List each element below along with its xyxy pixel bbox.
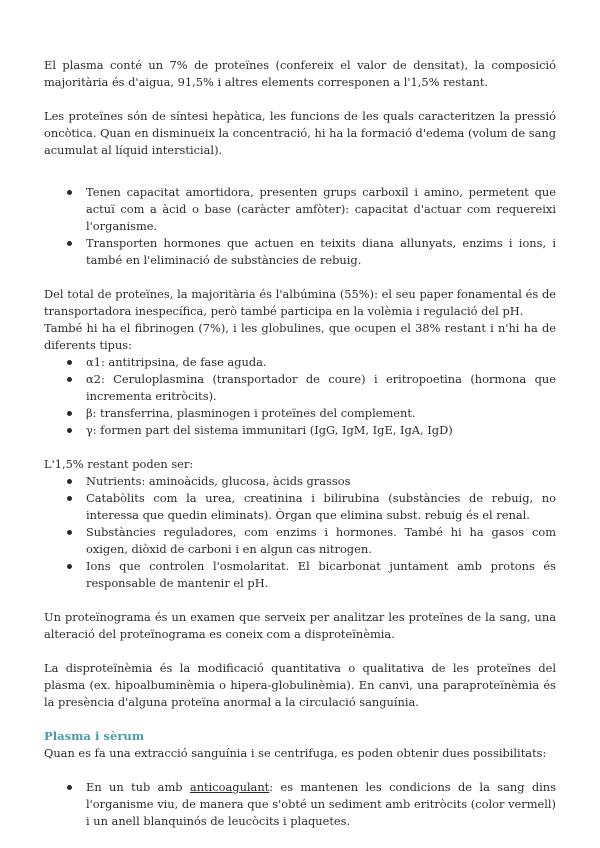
paragraph-remaining: L'1,5% restant poden ser: [44,457,194,471]
list-item: γ: formen part del sistema immunitari (IgG, IgM, IgE, IgA, IgD) [86,422,556,439]
list-item: β: transferrina, plasminogen i proteïnes del complement. [86,405,556,422]
paragraph-proteinogram: Un proteïnograma és un examen que serveix per analitzar les proteïnes de la sang, una alteració del proteïnograma es coneix com a disproteïnèmia. [44,610,556,641]
list-item [86,779,556,830]
list-item: Substàncies reguladores, com enzims i hormones. També hi ha gasos com oxigen, diòxid de carboni i en algun cas nitrogen. [86,525,556,556]
list-protein-functions [44,184,556,269]
list-globulin-types [44,354,556,439]
paragraph-dysproteinemia: La disproteïnèmia és la modificació quantitativa o qualitativa de les proteïnes del plasma (ex. hipoalbuminèmia o hipera-globulinèmia). En canvi, una paraproteïnèmia és la presència d'alguna proteïna anormal a la circulació sanguínia. [44,661,556,709]
paragraph-protein-synthesis: Les proteïnes són de síntesi hepàtica, les funcions de les quals caracteritzen la pressió oncòtica. Quan en disminueix la concentració, hi ha la formació d'edema (volum de sang acumulat al líquid intersticial). [44,109,557,157]
list-item: Transporten hormones que actuen en teixits diana allunyats, enzims i ions, i també en l'eliminació de substàncies de rebuig. [86,236,556,267]
list-item: Nutrients: aminoàcids, glucosa, àcids grassos [86,473,556,490]
list-item: Tenen capacitat amortidora, presenten grups carboxil i amino, permetent que actuï com a àcid o base (caràcter amfòter): capacitat d'actuar com requereixi l'organisme. [86,185,556,233]
anticoagulant-term: anticoagulant [189,780,270,794]
list-item: α1: antitripsina, de fase aguda. [86,354,556,371]
section-heading-plasma-serum: Plasma i sèrum [44,729,145,743]
paragraph-albumin: Del total de proteïnes, la majoritària és l'albúmina (55%): el seu paper fonamental és de transportadora inespecífica, però també participa en la volèmia i regulació del pH. [44,287,556,318]
paragraph-extraction: Quan es fa una extracció sanguínia i se centrifuga, es poden obtenir dues possibilitats: [44,746,547,760]
list-remaining-components [44,473,556,592]
list-item: α2: Ceruloplasmina (transportador de coure) i eritropoetina (hormona que incrementa eritròcits). [86,372,556,403]
tube-item-prefix: En un tub amb [86,780,190,794]
list-item: Ions que controlen l'osmolaritat. El bicarbonat juntament amb protons és responsable de mantenir el pH. [86,559,556,590]
list-tube-options [44,779,556,830]
paragraph-globulins: També hi ha el fibrinogen (7%), i les globulines, que ocupen el 38% restant i n'hi ha de diferents tipus: [44,321,556,352]
paragraph-plasma-composition: El plasma conté un 7% de proteïnes (confereix el valor de densitat), la composició majoritària és d'aigua, 91,5% i altres elements corresponen a l'1,5% restant. [44,58,556,89]
list-item: Catabòlits com la urea, creatinina i bilirubina (substàncies de rebuig, no interessa que quedin eliminats). Òrgan que elimina subst. rebuig és el renal. [86,491,556,522]
tube-item-suffix: : es mantenen les condicions de la sang dins l'organisme viu, de manera que s'obté un sediment amb eritròcits (color vermell) i un anell blanquinós de leucòcits i plaquetes. [86,780,556,828]
